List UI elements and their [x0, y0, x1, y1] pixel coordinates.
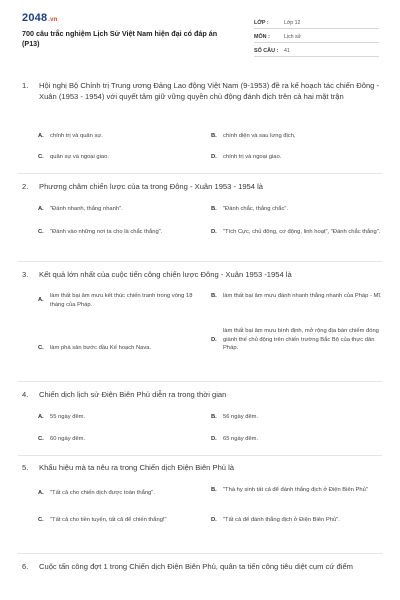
- option-text: chính trị và quân sự.: [50, 133, 103, 139]
- option-b[interactable]: [211, 486, 379, 495]
- option-c[interactable]: [38, 435, 206, 444]
- option-text: "Thà hy sinh tất cả để đánh thắng địch ở Điện Biên Phủ": [223, 487, 368, 493]
- option-d[interactable]: [211, 327, 379, 353]
- option-d[interactable]: [211, 153, 383, 162]
- option-letter: C.: [38, 229, 44, 235]
- option-a[interactable]: [38, 292, 206, 309]
- meta-key: LỚP :: [254, 20, 269, 26]
- divider: [18, 261, 382, 262]
- question-number: 5.: [22, 463, 29, 472]
- divider: [18, 381, 382, 382]
- option-a[interactable]: [38, 205, 206, 214]
- option-text: chính diện và sau lưng địch,: [223, 133, 296, 139]
- site-logo[interactable]: [22, 12, 58, 24]
- option-d[interactable]: [211, 228, 383, 237]
- option-a[interactable]: [38, 413, 206, 422]
- option-letter: C.: [38, 345, 44, 351]
- question-5: [22, 462, 382, 523]
- option-text: 60 ngày đêm.: [50, 436, 86, 442]
- option-c[interactable]: [38, 344, 206, 353]
- meta-key: SỐ CÂU :: [254, 48, 279, 54]
- option-b[interactable]: [211, 413, 383, 422]
- option-text: "Đánh chắc, thắng chắc".: [223, 206, 289, 212]
- option-text: làm thất bại âm mưu kết thúc chiến tranh trong vòng 18 tháng của Pháp.: [50, 293, 193, 308]
- document-meta: [254, 17, 379, 59]
- option-text: "Đánh vào những nơi ta cho là chắc thắng".: [50, 229, 163, 235]
- logo-main: 2048: [22, 12, 48, 24]
- meta-value: 41: [284, 48, 290, 54]
- option-a[interactable]: [38, 132, 206, 141]
- option-text: quân sự và ngoại giao.: [50, 154, 109, 160]
- option-text: "Tất cả cho chiến dịch được toàn thắng".: [50, 490, 155, 496]
- option-letter: A.: [38, 297, 44, 304]
- meta-row-count: [254, 45, 379, 57]
- question-text: Khẩu hiệu mà ta nêu ra trong Chiến dịch Điện Biên Phủ là: [39, 463, 235, 472]
- question-number: 1.: [22, 81, 29, 90]
- meta-row-subject: [254, 31, 379, 43]
- option-text: "Tất cả để đánh thắng địch ở Điện Biên Phủ".: [223, 517, 340, 523]
- option-d[interactable]: [211, 435, 383, 444]
- option-letter: A.: [38, 206, 44, 212]
- question-text: Phương châm chiến lược của ta trong Đông - Xuân 1953 - 1954 là: [39, 182, 264, 191]
- option-a[interactable]: [38, 489, 206, 498]
- meta-value: Lớp 12: [284, 20, 301, 26]
- question-1: [22, 80, 382, 160]
- meta-key: MÔN :: [254, 34, 270, 40]
- question-number: 4.: [22, 390, 29, 399]
- option-letter: A.: [38, 414, 44, 420]
- option-text: làm phá sản bước đầu Kế hoạch Nava.: [50, 345, 152, 351]
- document-header: [0, 0, 400, 60]
- divider: [18, 173, 382, 174]
- option-letter: D.: [211, 517, 217, 523]
- option-letter: A.: [38, 133, 44, 139]
- question-text: Hội nghị Bộ Chính trị Trung ương Đảng Lao động Việt Nam (9-1953) đề ra kế hoạch tác chiến Đông - Xuân (1953 - 1954) với quyết tâm giữ vững quyền chủ động đánh địch trên cả hai mặt trận: [39, 81, 380, 101]
- option-d[interactable]: [211, 516, 379, 525]
- meta-row-class: [254, 17, 379, 29]
- logo-suffix: .vn: [48, 17, 58, 23]
- option-letter: D.: [211, 436, 217, 442]
- option-b[interactable]: [211, 292, 383, 301]
- option-letter: B.: [211, 487, 217, 493]
- question-6: [22, 561, 382, 572]
- question-number: 6.: [22, 562, 29, 571]
- option-letter: D.: [211, 336, 217, 343]
- question-2: [22, 181, 382, 235]
- question-number: 3.: [22, 270, 29, 279]
- document-title: 700 câu trắc nghiệm Lịch Sử Việt Nam hiện đại có đáp án (P13): [22, 29, 218, 48]
- option-b[interactable]: [211, 205, 383, 214]
- option-c[interactable]: [38, 228, 176, 237]
- option-letter: A.: [38, 490, 44, 496]
- option-letter: D.: [211, 154, 217, 160]
- option-text: 65 ngày đêm.: [223, 436, 259, 442]
- option-letter: D.: [211, 229, 217, 235]
- option-text: "Tất cả cho tiền tuyến, tất cả để chiến thắng!": [50, 517, 167, 523]
- option-text: "Tích Cực, chủ động, cơ động, linh hoạt", "Đánh chắc thắng".: [223, 229, 381, 235]
- question-4: [22, 389, 382, 442]
- option-c[interactable]: [38, 153, 206, 162]
- option-letter: C.: [38, 154, 44, 160]
- option-text: "Đánh nhanh, thắng nhanh".: [50, 206, 123, 212]
- option-text: 56 ngày đêm.: [223, 414, 259, 420]
- meta-value: Lịch sử: [284, 34, 302, 40]
- option-letter: B.: [211, 293, 217, 299]
- option-letter: B.: [211, 133, 217, 139]
- question-text: Kết quả lớn nhất của cuộc tiến công chiến lược Đông - Xuân 1953 -1954 là: [39, 270, 292, 279]
- question-3: [22, 269, 382, 352]
- option-text: chính trị và ngoại giao.: [223, 154, 282, 160]
- divider: [18, 455, 382, 456]
- option-text: làm thất bại âm mưu bình định, mở rộng địa bàn chiếm đóng giành thế chủ động trên chiến trường Bắc Bộ của thực dân Pháp.: [223, 328, 379, 352]
- question-number: 2.: [22, 182, 29, 191]
- option-text: làm thất bại âm mưu đánh nhanh thắng nhanh của Pháp - Mĩ.: [223, 293, 382, 299]
- option-letter: B.: [211, 206, 217, 212]
- divider: [18, 553, 382, 554]
- option-letter: C.: [38, 517, 44, 523]
- question-text: Chiến dịch lịch sử Điện Biên Phủ diễn ra trong thời gian: [39, 390, 227, 399]
- option-c[interactable]: [38, 516, 188, 525]
- option-b[interactable]: [211, 132, 383, 141]
- option-letter: C.: [38, 436, 44, 442]
- question-text: Cuộc tấn công đợt 1 trong Chiến dịch Điện Biên Phủ, quân ta tiến công tiêu diệt cụm cứ điểm: [39, 562, 353, 571]
- option-text: 55 ngày đêm.: [50, 414, 86, 420]
- option-letter: B.: [211, 414, 217, 420]
